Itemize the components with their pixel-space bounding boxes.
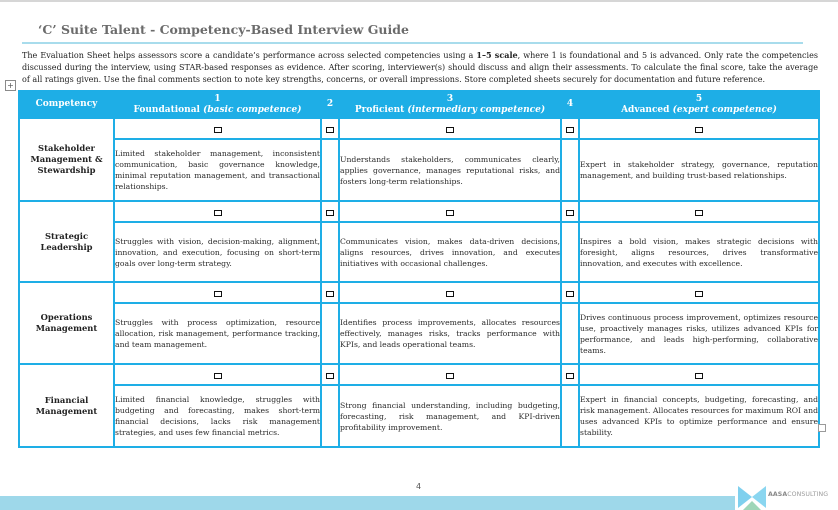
header-level-2: 2 xyxy=(321,91,339,118)
checkbox-icon[interactable] xyxy=(214,127,222,133)
table-header-row xyxy=(19,91,819,118)
intro-text-start: The Evaluation Sheet helps assessors score a candidate’s performance across selected competencies using a xyxy=(22,51,477,60)
competency-name: Financial Management xyxy=(19,364,114,447)
proficient-description: Strong financial understanding, including budgeting, forecasting, risk management, and KPI-driven profitability improvement. xyxy=(339,385,561,447)
header-level-3 xyxy=(339,91,561,118)
footer-bar xyxy=(0,496,735,510)
rating-3-checkbox[interactable] xyxy=(339,364,561,385)
foundational-description: Struggles with vision, decision-making, alignment, innovation, and execution, focusing on short-term goals over long-term strategy. xyxy=(114,222,321,282)
checkbox-row xyxy=(19,201,819,222)
logo-wordmark-bold: AASA xyxy=(768,491,788,498)
header-level-3-qualifier: (intermediary competence) xyxy=(407,104,546,115)
advanced-description: Inspires a bold vision, makes strategic decisions with foresight, aligns resources, drives transformative innovation, and executes with excellence. xyxy=(579,222,819,282)
rating-5-checkbox[interactable] xyxy=(579,282,819,303)
level-4-blank xyxy=(561,222,579,282)
checkbox-icon[interactable] xyxy=(446,373,454,379)
header-level-1-label: Foundational xyxy=(133,104,200,115)
foundational-description: Limited stakeholder management, inconsistent communication, basic governance knowledge, minimal reputation management, and transactional relationships. xyxy=(114,139,321,201)
aasa-logo-icon xyxy=(738,484,766,510)
description-row xyxy=(19,303,819,364)
checkbox-icon[interactable] xyxy=(566,210,574,216)
competency-name: Operations Management xyxy=(19,282,114,364)
checkbox-icon[interactable] xyxy=(695,210,703,216)
rating-1-checkbox[interactable] xyxy=(114,282,321,303)
header-level-5-label: Advanced xyxy=(621,104,670,115)
header-level-3-number: 3 xyxy=(446,93,454,104)
level-2-blank xyxy=(321,303,339,364)
checkbox-icon[interactable] xyxy=(326,127,334,133)
table-resize-handle[interactable] xyxy=(818,424,826,432)
rating-4-checkbox[interactable] xyxy=(561,282,579,303)
description-row xyxy=(19,222,819,282)
rating-2-checkbox[interactable] xyxy=(321,364,339,385)
checkbox-icon[interactable] xyxy=(566,291,574,297)
intro-scale-bold: 1–5 scale xyxy=(476,50,518,60)
rating-1-checkbox[interactable] xyxy=(114,201,321,222)
rating-4-checkbox[interactable] xyxy=(561,118,579,139)
competency-name: Stakeholder Management & Stewardship xyxy=(19,118,114,201)
intro-paragraph xyxy=(22,50,818,85)
logo-wordmark xyxy=(768,491,828,498)
checkbox-icon[interactable] xyxy=(695,127,703,133)
header-level-1-qualifier: (basic competence) xyxy=(203,104,302,115)
level-2-blank xyxy=(321,222,339,282)
level-2-blank xyxy=(321,385,339,447)
advanced-description: Drives continuous process improvement, optimizes resource use, proactively manages risks, utilizes advanced KPIs for performance, and leads high-performing, collaborative teams. xyxy=(579,303,819,364)
header-level-5 xyxy=(579,91,819,118)
page-title: ‘C’ Suite Talent - Competency-Based Interview Guide xyxy=(38,22,409,37)
header-competency: Competency xyxy=(19,91,114,118)
checkbox-icon[interactable] xyxy=(326,210,334,216)
header-level-1-number: 1 xyxy=(214,93,221,104)
rating-5-checkbox[interactable] xyxy=(579,201,819,222)
rating-2-checkbox[interactable] xyxy=(321,201,339,222)
checkbox-icon[interactable] xyxy=(214,291,222,297)
checkbox-icon[interactable] xyxy=(214,373,222,379)
rating-3-checkbox[interactable] xyxy=(339,201,561,222)
level-4-blank xyxy=(561,139,579,201)
checkbox-icon[interactable] xyxy=(446,291,454,297)
proficient-description: Understands stakeholders, communicates clearly, applies governance, manages reputational risks, and fosters long-term relationships. xyxy=(339,139,561,201)
level-2-blank xyxy=(321,139,339,201)
competency-name: Strategic Leadership xyxy=(19,201,114,282)
level-4-blank xyxy=(561,303,579,364)
checkbox-icon[interactable] xyxy=(566,373,574,379)
header-level-5-qualifier: (expert competence) xyxy=(672,104,777,115)
description-row xyxy=(19,139,819,201)
level-4-blank xyxy=(561,385,579,447)
top-edge-line xyxy=(0,0,838,2)
header-level-1 xyxy=(114,91,321,118)
advanced-description: Expert in stakeholder strategy, governance, reputation management, and building trust-based relationships. xyxy=(579,139,819,201)
checkbox-icon[interactable] xyxy=(566,127,574,133)
checkbox-row xyxy=(19,364,819,385)
checkbox-icon[interactable] xyxy=(326,373,334,379)
description-row xyxy=(19,385,819,447)
page-number: 4 xyxy=(416,482,422,491)
proficient-description: Communicates vision, makes data-driven decisions, aligns resources, drives innovation, and executes initiatives with occasional challenges. xyxy=(339,222,561,282)
rating-5-checkbox[interactable] xyxy=(579,118,819,139)
intro-text-end: , where 1 is foundational and 5 is advanced. Only rate the competencies discussed during the interview, using STAR-based responses as evidence. After scoring, interviewer(s) should discuss and align their assessments. To calculate the final score, take the average of all ratings given. Use the final comments section to note key strengths, concerns, or overall impressions. Store completed sheets securely for documentation and future reference. xyxy=(22,51,819,84)
proficient-description: Identifies process improvements, allocates resources effectively, manages risks, tracks performance with KPIs, and leads operational teams. xyxy=(339,303,561,364)
rating-3-checkbox[interactable] xyxy=(339,118,561,139)
rating-2-checkbox[interactable] xyxy=(321,282,339,303)
checkbox-icon[interactable] xyxy=(695,291,703,297)
checkbox-icon[interactable] xyxy=(326,291,334,297)
header-level-3-label: Proficient xyxy=(354,104,405,115)
logo-bottom-triangle xyxy=(743,501,761,510)
checkbox-icon[interactable] xyxy=(695,373,703,379)
checkbox-icon[interactable] xyxy=(446,127,454,133)
logo-wordmark-light: CONSULTING xyxy=(787,491,829,498)
competency-table xyxy=(18,90,820,448)
foundational-description: Limited financial knowledge, struggles with budgeting and forecasting, makes short-term financial decisions, lacks risk management strategies, and uses few financial metrics. xyxy=(114,385,321,447)
header-level-4: 4 xyxy=(561,91,579,118)
advanced-description: Expert in financial concepts, budgeting, forecasting, and risk management. Allocates resources for maximum ROI and uses advanced KPIs to optimize performance and ensure stability. xyxy=(579,385,819,447)
title-underline xyxy=(22,42,803,44)
checkbox-row xyxy=(19,282,819,303)
rating-4-checkbox[interactable] xyxy=(561,201,579,222)
checkbox-row xyxy=(19,118,819,139)
rating-2-checkbox[interactable] xyxy=(321,118,339,139)
rating-5-checkbox[interactable] xyxy=(579,364,819,385)
rating-1-checkbox[interactable] xyxy=(114,364,321,385)
foundational-description: Struggles with process optimization, resource allocation, risk management, performance tracking, and team management. xyxy=(114,303,321,364)
rating-3-checkbox[interactable] xyxy=(339,282,561,303)
header-level-5-number: 5 xyxy=(695,93,703,104)
rating-4-checkbox[interactable] xyxy=(561,364,579,385)
table-move-handle-icon[interactable]: + xyxy=(5,80,16,91)
checkbox-icon[interactable] xyxy=(446,210,454,216)
rating-1-checkbox[interactable] xyxy=(114,118,321,139)
checkbox-icon[interactable] xyxy=(214,210,222,216)
